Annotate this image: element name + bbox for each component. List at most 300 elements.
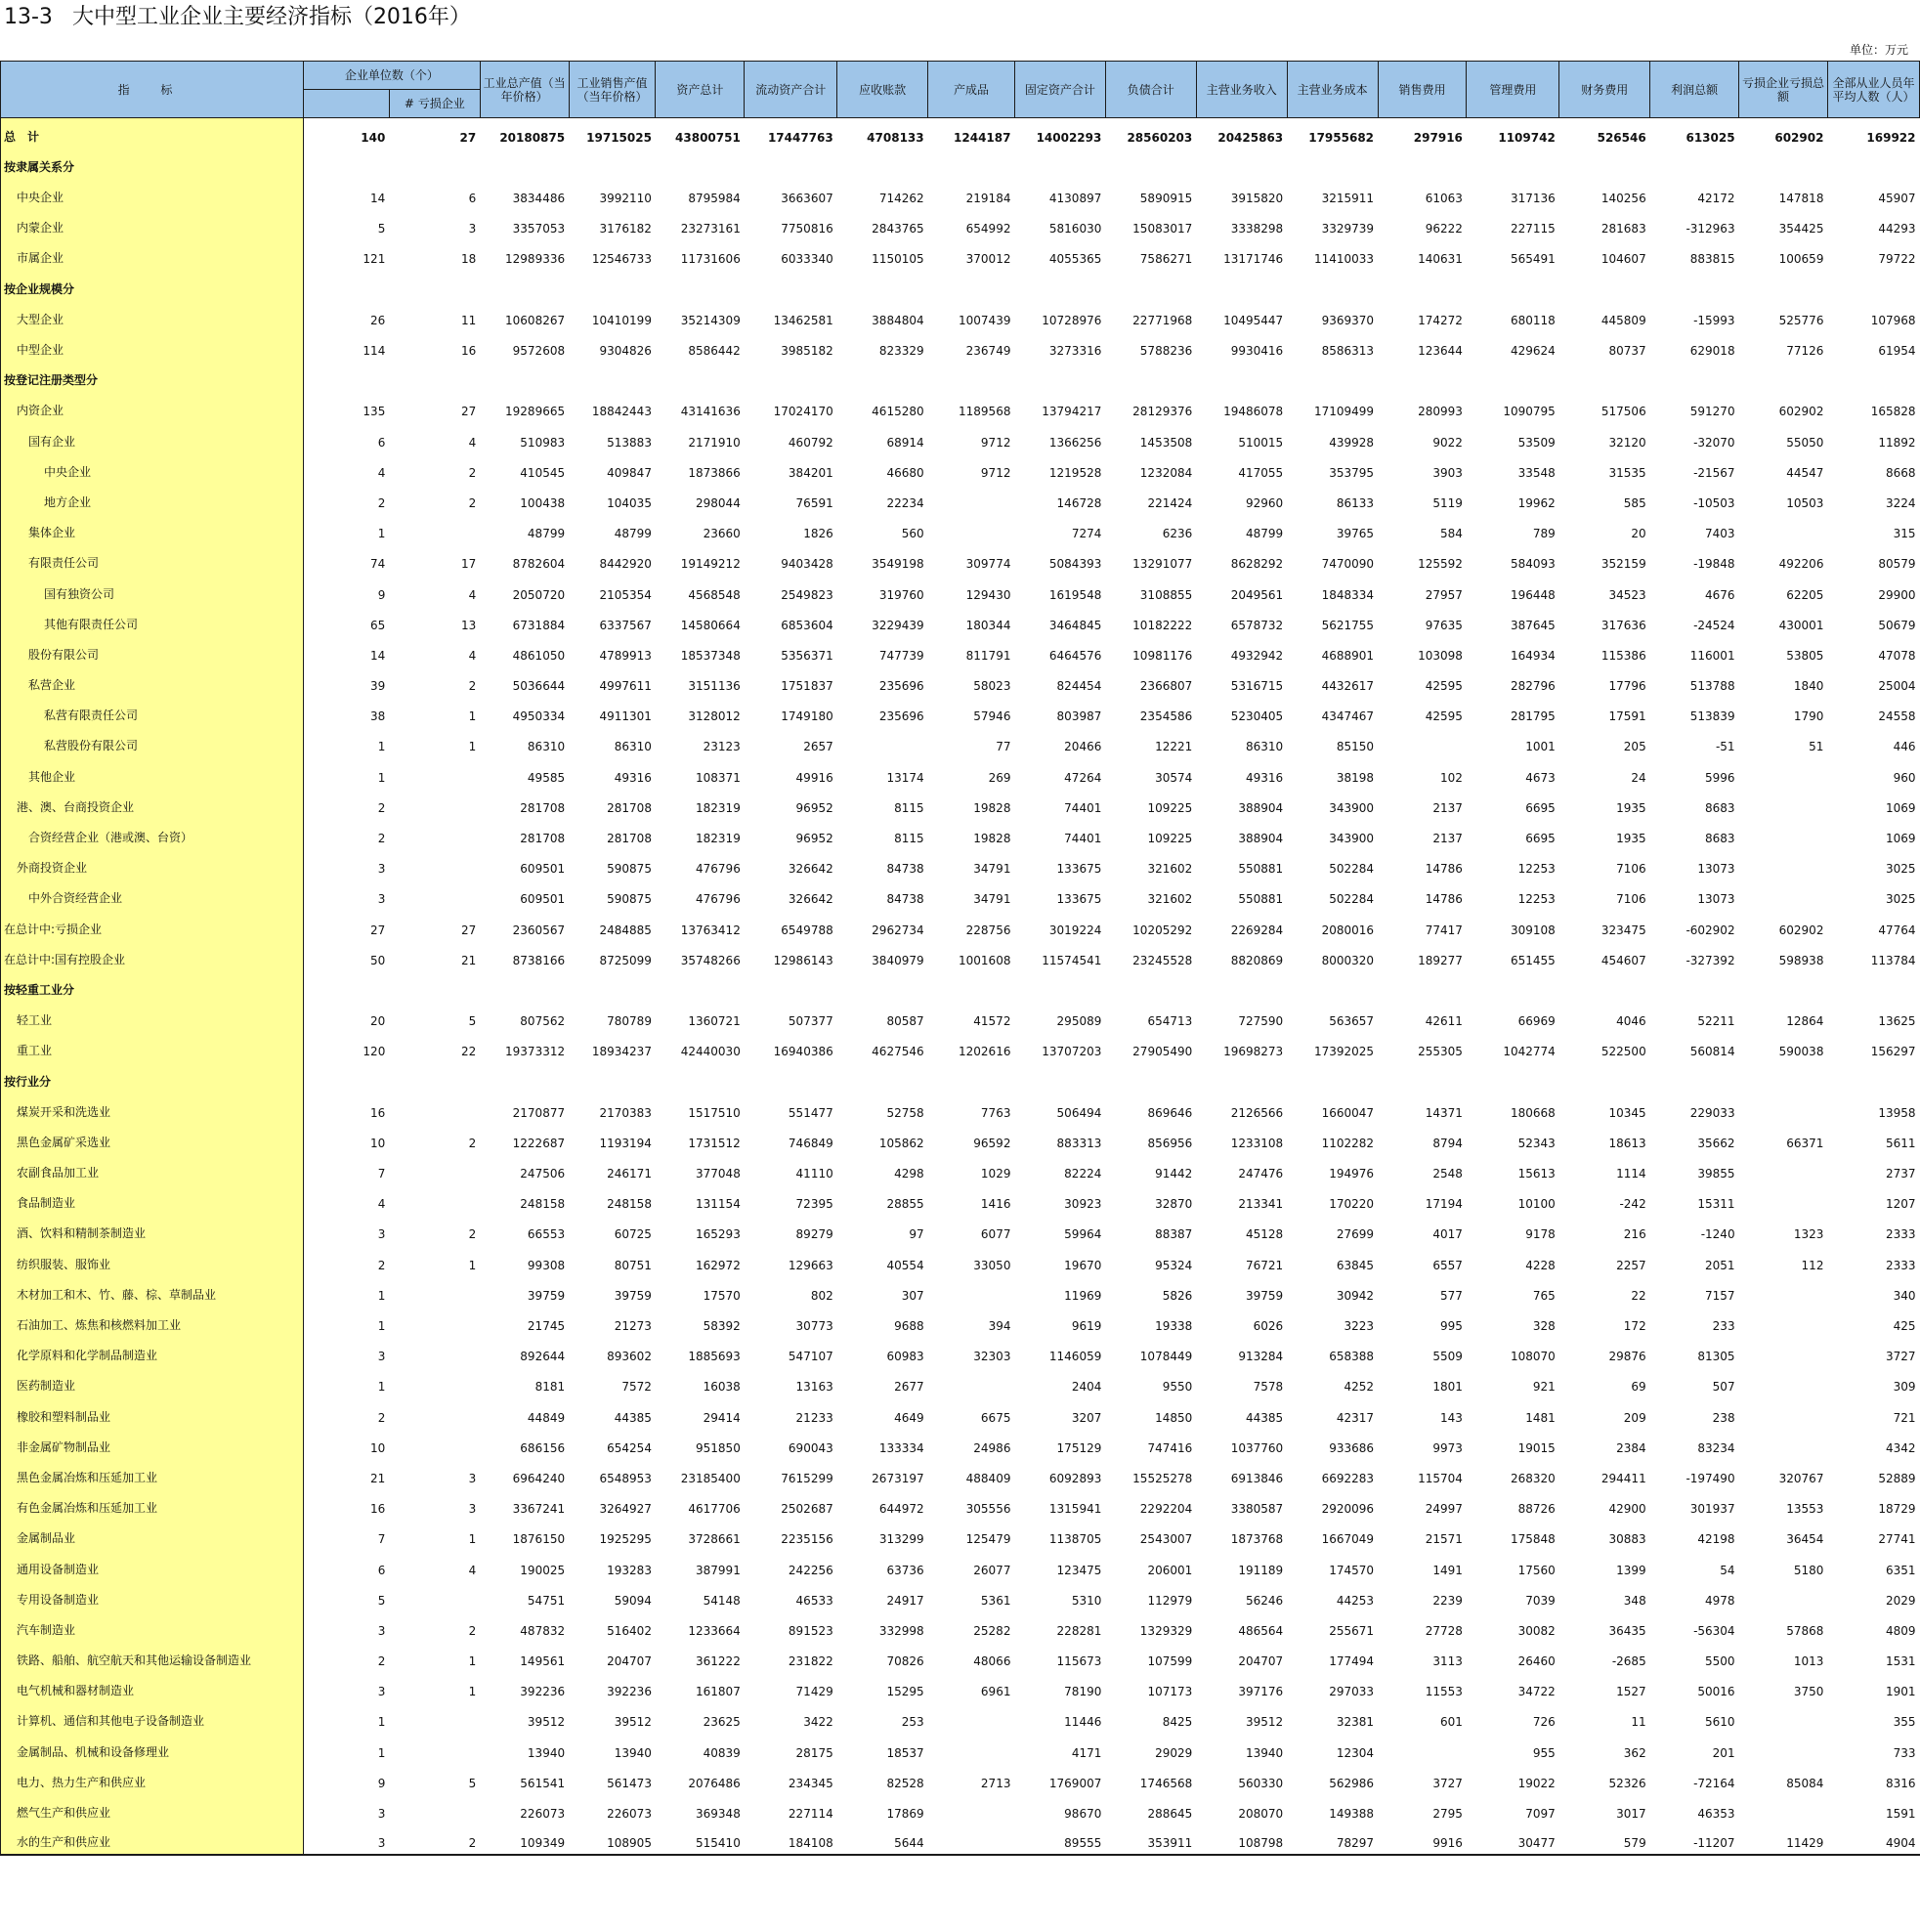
table-cell: 319760 (878, 587, 924, 602)
table-cell: 1667049 (1321, 1532, 1375, 1547)
table-cell: 10345 (1608, 1105, 1646, 1120)
table-cell: 19015 (1517, 1440, 1556, 1455)
table-cell: 28855 (886, 1197, 924, 1212)
table-cell: 39855 (1697, 1167, 1735, 1181)
table-cell: 16038 (703, 1380, 741, 1395)
table-cell: 74 (370, 557, 386, 572)
table-cell: 98670 (1064, 1807, 1102, 1821)
table-cell: 219184 (965, 192, 1011, 206)
table-cell: 11574541 (1042, 953, 1102, 967)
table-cell: 560 (901, 527, 924, 541)
row-label: 金属制品业 (1, 1520, 304, 1550)
table-cell: 507 (1712, 1380, 1735, 1395)
table-cell: 165293 (696, 1227, 741, 1242)
table-cell: 3017 (1616, 1807, 1646, 1821)
table-cell: 2962734 (872, 923, 924, 937)
header-col: 主营业务成本 (1287, 62, 1378, 118)
table-cell: 1751837 (781, 679, 833, 694)
table-cell: 317636 (1600, 618, 1646, 632)
table-cell: 7470090 (1321, 557, 1375, 572)
table-cell: -197490 (1685, 1471, 1735, 1485)
table-cell: 8782604 (512, 557, 566, 572)
table-cell: 11 (1631, 1715, 1646, 1730)
table-cell: 4 (377, 1197, 386, 1212)
table-cell (1105, 149, 1196, 179)
table-cell: 182319 (696, 800, 741, 815)
table-cell: 12546733 (591, 252, 652, 267)
table-cell: 205 (1623, 740, 1646, 754)
table-cell: 1731512 (688, 1136, 741, 1150)
table-cell: 913284 (1238, 1350, 1284, 1364)
table-cell: 140256 (1600, 192, 1646, 206)
table-cell: 6 (377, 1563, 386, 1577)
table-cell (928, 149, 1015, 179)
table-row (1, 179, 1920, 209)
table-cell: 17 (460, 557, 477, 572)
row-label: 金属制品、机械和设备修理业 (1, 1733, 304, 1763)
table-cell: 34791 (973, 892, 1011, 907)
table-cell: 20425863 (1217, 130, 1284, 145)
table-cell: 1090795 (1503, 405, 1556, 419)
table-cell (1739, 1794, 1828, 1825)
table-cell: 315 (1893, 527, 1916, 541)
table-cell: 109225 (1147, 800, 1193, 815)
table-cell: 893602 (607, 1350, 652, 1364)
table-cell: 7097 (1525, 1807, 1556, 1821)
table-cell (928, 1733, 1015, 1763)
table-cell: 54 (1720, 1563, 1735, 1577)
table-cell: 21571 (1425, 1532, 1463, 1547)
row-label: 其他企业 (1, 757, 304, 788)
table-cell: 561541 (520, 1776, 566, 1790)
table-cell (928, 971, 1015, 1002)
table-cell: 4 (468, 1563, 477, 1577)
table-cell: 488409 (965, 1471, 1011, 1485)
table-cell (1467, 971, 1559, 1002)
table-cell: 8795984 (688, 192, 741, 206)
table-cell: 40839 (703, 1745, 741, 1760)
table-cell: 108905 (569, 1825, 656, 1855)
table-cell: 933686 (1329, 1440, 1375, 1455)
table-cell: 27728 (1425, 1623, 1463, 1638)
table-cell (1827, 270, 1919, 300)
table-cell: 551477 (788, 1105, 833, 1120)
table-cell: 92960 (1245, 495, 1284, 510)
table-cell: 4617706 (688, 1502, 741, 1517)
table-cell: 807562 (520, 1014, 566, 1029)
table-cell: 30942 (1336, 1288, 1375, 1303)
table-cell: 174570 (1329, 1563, 1375, 1577)
table-cell (1739, 270, 1828, 300)
table-cell: 1517510 (688, 1105, 741, 1120)
table-cell: 50679 (1878, 618, 1916, 632)
table-cell (480, 362, 569, 392)
table-cell: 2404 (1071, 1380, 1102, 1395)
table-cell (1014, 362, 1105, 392)
table-cell: 27741 (1878, 1532, 1916, 1547)
table-cell: 12989336 (505, 252, 566, 267)
table-cell: 1 (468, 709, 477, 724)
table-cell: 8181 (534, 1380, 566, 1395)
table-cell: 47264 (1064, 770, 1102, 785)
table-cell: 1037760 (1230, 1440, 1284, 1455)
table-cell: 51 (1809, 740, 1824, 754)
table-cell: 644972 (878, 1502, 924, 1517)
table-cell: 80579 (1878, 557, 1916, 572)
table-cell (656, 270, 745, 300)
table-cell: 45128 (1245, 1227, 1284, 1242)
table-cell: 29414 (703, 1410, 741, 1425)
table-cell: 2713 (980, 1776, 1011, 1790)
table-cell: 7586271 (1139, 252, 1193, 267)
table-cell: 510015 (1238, 435, 1284, 450)
table-cell: 2076486 (688, 1776, 741, 1790)
table-cell: 13940 (527, 1745, 566, 1760)
table-cell (569, 971, 656, 1002)
table-cell: 146728 (1056, 495, 1102, 510)
table-cell (1827, 149, 1919, 179)
table-cell: 4649 (894, 1410, 924, 1425)
table-cell: 1207 (1885, 1197, 1916, 1212)
table-cell: 883313 (1056, 1136, 1102, 1150)
table-cell: 3273316 (1048, 344, 1102, 358)
table-cell: 12253 (1517, 862, 1556, 877)
table-cell: 3 (468, 222, 477, 236)
table-cell: 36454 (1786, 1532, 1824, 1547)
table-cell: 95324 (1155, 1258, 1193, 1272)
row-label: 在总计中:国有控股企业 (1, 941, 304, 971)
table-cell (1739, 1184, 1828, 1215)
table-cell: 57946 (973, 709, 1011, 724)
table-cell: 45907 (1878, 192, 1916, 206)
table-cell: 30082 (1517, 1623, 1556, 1638)
table-cell: 2 (377, 495, 386, 510)
table-cell: 58023 (973, 679, 1011, 694)
table-cell: 53509 (1517, 435, 1556, 450)
table-cell: 6578732 (1230, 618, 1284, 632)
row-label: 总 计 (1, 118, 304, 149)
table-cell (1196, 270, 1287, 300)
table-cell: 42317 (1336, 1410, 1375, 1425)
table-cell: 4298 (894, 1167, 924, 1181)
table-cell: 39759 (614, 1288, 652, 1303)
table-cell: 1491 (1432, 1563, 1463, 1577)
table-cell: 510983 (520, 435, 566, 450)
table-cell: 16940386 (773, 1045, 833, 1059)
table-cell (1287, 149, 1378, 179)
table-cell: 4615280 (872, 405, 924, 419)
table-row (1, 392, 1920, 422)
table-cell (837, 727, 928, 757)
row-label: 铁路、船舶、航空航天和其他运输设备制造业 (1, 1642, 304, 1672)
table-cell: 4676 (1705, 587, 1735, 602)
table-cell: 10410199 (591, 313, 652, 327)
table-cell: 48799 (1245, 527, 1284, 541)
table-cell: 58392 (703, 1319, 741, 1333)
table-cell: 13 (460, 618, 477, 632)
table-row (1, 910, 1920, 940)
table-cell (1467, 1062, 1559, 1093)
table-cell: 3108855 (1139, 587, 1193, 602)
row-label: 集体企业 (1, 514, 304, 544)
table-cell: 24997 (1425, 1502, 1463, 1517)
table-cell: 2050720 (512, 587, 566, 602)
table-cell: 1078449 (1139, 1350, 1193, 1364)
row-label: 电气机械和器材制造业 (1, 1672, 304, 1702)
table-cell: 4861050 (512, 648, 566, 663)
table-cell (1287, 362, 1378, 392)
table-cell (1014, 1062, 1105, 1093)
table-cell: 85150 (1336, 740, 1375, 754)
table-cell: 995 (1440, 1319, 1463, 1333)
table-cell (1378, 362, 1467, 392)
table-cell: 1746568 (1139, 1776, 1193, 1790)
table-row (1, 301, 1920, 331)
table-cell (1739, 149, 1828, 179)
table-cell: 11446 (1064, 1715, 1102, 1730)
table-row (1, 1184, 1920, 1215)
table-cell: 1935 (1616, 800, 1646, 815)
table-cell: 52326 (1608, 1776, 1646, 1790)
table-cell: 2171910 (688, 435, 741, 450)
table-cell (1196, 149, 1287, 179)
table-cell: 35662 (1697, 1136, 1735, 1150)
table-cell (928, 1702, 1015, 1733)
table-cell: 2 (377, 1654, 386, 1669)
table-cell: 42198 (1697, 1532, 1735, 1547)
table-cell: 180344 (965, 618, 1011, 632)
table-cell: 53805 (1786, 648, 1824, 663)
table-cell: 2 (377, 1410, 386, 1425)
table-cell: 492206 (1778, 557, 1824, 572)
table-row (1, 666, 1920, 697)
table-cell: 246171 (607, 1167, 652, 1181)
table-cell: 34523 (1608, 587, 1646, 602)
table-cell: 76721 (1245, 1258, 1284, 1272)
table-cell: 1660047 (1321, 1105, 1375, 1120)
table-cell: 3884804 (872, 313, 924, 327)
header-loss-units: # 亏损企业 (389, 90, 480, 118)
table-cell: 281795 (1511, 709, 1556, 724)
table-cell: 1042774 (1503, 1045, 1556, 1059)
table-cell: 27957 (1425, 587, 1463, 602)
table-cell: 1 (377, 770, 386, 785)
table-cell: 27699 (1336, 1227, 1375, 1242)
table-cell (1739, 514, 1828, 544)
table-cell: 21 (370, 1471, 386, 1485)
table-cell: 19373312 (505, 1045, 566, 1059)
table-cell: 6033340 (781, 252, 833, 267)
table-cell: 13763412 (680, 923, 741, 937)
header-col: 财务费用 (1559, 62, 1650, 118)
row-label: 在总计中:亏损企业 (1, 910, 304, 940)
table-cell: 733 (1893, 1745, 1916, 1760)
table-cell (1378, 727, 1467, 757)
table-cell: 811791 (965, 648, 1011, 663)
table-cell: 5119 (1432, 495, 1463, 510)
table-cell: 714262 (878, 192, 924, 206)
table-cell: 2 (377, 832, 386, 845)
header-col: 固定资产合计 (1014, 62, 1105, 118)
table-cell: 1202616 (959, 1045, 1011, 1059)
table-cell: 281708 (607, 800, 652, 815)
table-cell: 6 (468, 192, 477, 206)
table-cell: 3903 (1432, 465, 1463, 480)
table-cell: 80737 (1608, 344, 1646, 358)
table-cell: 14850 (1155, 1410, 1193, 1425)
row-label: 通用设备制造业 (1, 1550, 304, 1580)
table-cell: 19828 (973, 800, 1011, 815)
table-row (1, 514, 1920, 544)
table-cell: 18842443 (591, 405, 652, 419)
table-cell: 89279 (795, 1227, 833, 1242)
table-cell: 60983 (886, 1350, 924, 1364)
table-cell: 609501 (520, 862, 566, 877)
row-label: 国有独资公司 (1, 575, 304, 605)
table-cell: 321602 (1147, 862, 1193, 877)
table-cell: 1109742 (1498, 130, 1556, 145)
row-label: 农副食品加工业 (1, 1154, 304, 1184)
table-cell: 102 (1440, 770, 1463, 785)
table-cell: 387645 (1511, 618, 1556, 632)
table-cell: 11553 (1425, 1685, 1463, 1699)
table-cell: 4688901 (1321, 648, 1375, 663)
table-row (1, 1245, 1920, 1275)
table-cell: 3380587 (1230, 1502, 1284, 1517)
table-cell: 236749 (965, 344, 1011, 358)
table-cell: 9973 (1432, 1440, 1463, 1455)
table-cell (389, 1276, 480, 1307)
table-cell: 43141636 (680, 405, 741, 419)
table-cell (1014, 149, 1105, 179)
table-cell: 189277 (1418, 953, 1463, 967)
table-cell (1559, 1062, 1650, 1093)
table-cell: 3 (303, 1825, 389, 1855)
table-cell: 397176 (1238, 1685, 1284, 1699)
table-cell: 9 (377, 1776, 386, 1790)
table-cell: 6692283 (1321, 1471, 1375, 1485)
table-cell: 11 (460, 313, 477, 327)
table-cell: 29900 (1878, 587, 1916, 602)
table-cell: 3834486 (512, 192, 566, 206)
row-label: 轻工业 (1, 1002, 304, 1032)
table-cell: 21273 (614, 1319, 652, 1333)
table-cell: 2126566 (1230, 1105, 1284, 1120)
table-cell: 7274 (1071, 527, 1102, 541)
table-cell: 392236 (607, 1685, 652, 1699)
table-cell: 5 (377, 1593, 386, 1608)
table-cell: 32381 (1336, 1715, 1375, 1730)
table-cell: 3 (377, 1623, 386, 1638)
table-cell: 281683 (1600, 222, 1646, 236)
table-cell (928, 1367, 1015, 1397)
table-cell: 2502687 (781, 1502, 833, 1517)
table-cell (389, 1429, 480, 1459)
table-cell: 8668 (1885, 465, 1916, 480)
row-label: 电力、热力生产和供应业 (1, 1764, 304, 1794)
row-label: 黑色金属矿采选业 (1, 1124, 304, 1154)
table-cell: 4130897 (1048, 192, 1102, 206)
table-cell: 133675 (1056, 862, 1102, 877)
table-cell: 18613 (1608, 1136, 1646, 1150)
table-cell: 502284 (1329, 892, 1375, 907)
table-cell (1105, 270, 1196, 300)
table-cell (389, 1307, 480, 1337)
table-cell: 1 (377, 1288, 386, 1303)
table-cell: 2543007 (1139, 1532, 1193, 1547)
table-cell: 332998 (878, 1623, 924, 1638)
table-cell (1378, 971, 1467, 1002)
table-cell (1739, 1367, 1828, 1397)
table-row (1, 1397, 1920, 1428)
table-cell: 6236 (1162, 527, 1193, 541)
row-label: 专用设备制造业 (1, 1581, 304, 1611)
table-cell: 550881 (1238, 862, 1284, 877)
table-cell: 42595 (1425, 709, 1463, 724)
table-cell: 3549198 (872, 557, 924, 572)
table-cell: 3422 (803, 1715, 833, 1730)
table-cell (837, 1062, 928, 1093)
table-cell: 123475 (1056, 1563, 1102, 1577)
table-cell: 3992110 (599, 192, 652, 206)
table-cell: 343900 (1329, 832, 1375, 845)
table-cell: 221424 (1147, 495, 1193, 510)
table-cell: 1527 (1616, 1685, 1646, 1699)
table-cell: 5 (468, 1776, 477, 1790)
table-cell: 3357053 (512, 222, 566, 236)
table-cell (1739, 757, 1828, 788)
table-cell: 425 (1893, 1319, 1916, 1333)
table-cell: 28175 (795, 1745, 833, 1760)
table-cell: 780789 (607, 1014, 652, 1029)
table-cell: 40554 (886, 1258, 924, 1272)
table-cell (1739, 362, 1828, 392)
table-cell: 298044 (696, 495, 741, 510)
table-cell: 54148 (703, 1593, 741, 1608)
table-cell (1467, 362, 1559, 392)
table-cell: 348 (1623, 1593, 1646, 1608)
table-cell: 4055365 (1048, 252, 1102, 267)
table-cell: 10495447 (1223, 313, 1284, 327)
table-cell: 11969 (1064, 1288, 1102, 1303)
table-cell: 6026 (1253, 1319, 1284, 1333)
table-cell: 7106 (1616, 892, 1646, 907)
table-cell: 17955682 (1308, 130, 1375, 145)
table-cell: 105862 (878, 1136, 924, 1150)
table-cell: 17796 (1608, 679, 1646, 694)
table-cell: 52889 (1878, 1471, 1916, 1485)
table-cell: 23123 (703, 740, 741, 754)
table-cell: 5230405 (1230, 709, 1284, 724)
table-cell: 439928 (1329, 435, 1375, 450)
table-cell: 63845 (1336, 1258, 1375, 1272)
table-cell: 8738166 (512, 953, 566, 967)
table-cell: 281708 (607, 832, 652, 845)
table-cell (1650, 362, 1739, 392)
table-cell: 5509 (1432, 1350, 1463, 1364)
table-cell: 601 (1440, 1715, 1463, 1730)
table-cell (389, 1154, 480, 1184)
table-cell: -602902 (1685, 923, 1735, 937)
table-cell: 515410 (656, 1825, 745, 1855)
table-cell: 10728976 (1042, 313, 1102, 327)
table-cell: 6092893 (1048, 1471, 1102, 1485)
table-cell: 12253 (1517, 892, 1556, 907)
table-cell: 8820869 (1230, 953, 1284, 967)
table-cell: 14371 (1425, 1105, 1463, 1120)
table-cell: 10182222 (1132, 618, 1193, 632)
table-cell: 13174 (886, 770, 924, 785)
